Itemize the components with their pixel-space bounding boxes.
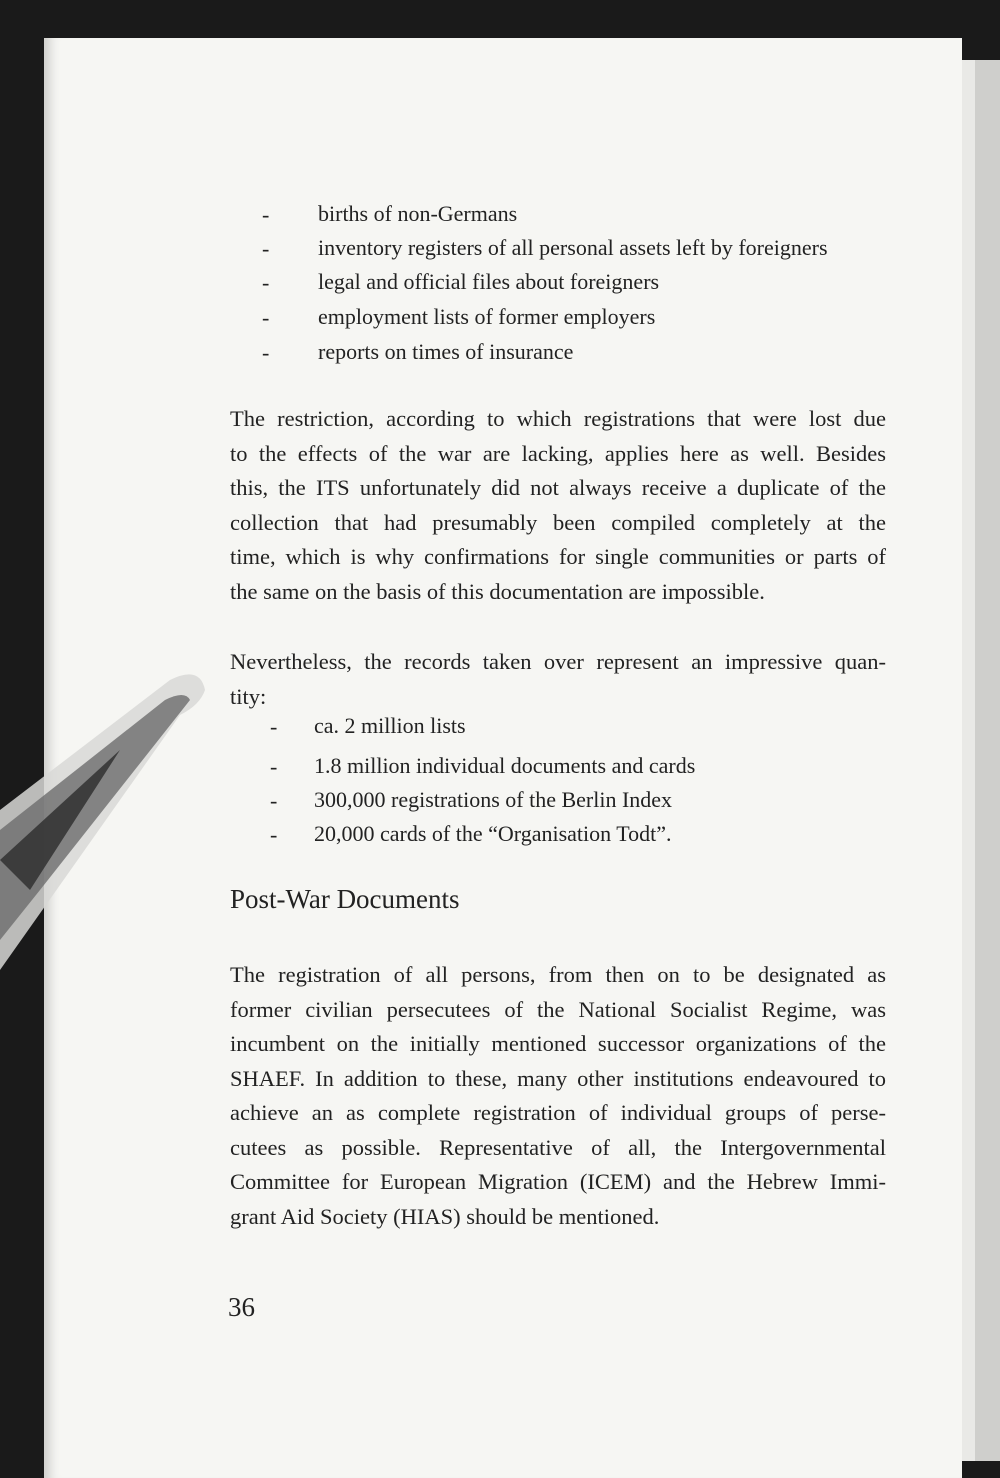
list-dash: - [270, 788, 278, 813]
tweezers-icon [0, 660, 230, 980]
list-item: inventory registers of all personal assets left by foreigners [318, 235, 828, 260]
list-item: legal and official files about foreigners [318, 269, 660, 294]
list-item: births of non-Germans [318, 201, 518, 226]
section-heading: Post-War Documents [230, 884, 460, 914]
list-dash: - [262, 305, 270, 330]
list-item: 300,000 registrations of the Berlin Index [314, 787, 673, 812]
paragraph-nevertheless: Nevertheless, the records taken over represent an impressive quan- tity: [230, 649, 886, 709]
list-dash: - [270, 754, 278, 779]
list-dash: - [262, 270, 270, 295]
list-dash: - [262, 202, 270, 227]
list-item: employment lists of former employers [318, 304, 656, 329]
list-dash: - [262, 340, 270, 365]
list-dash: - [262, 236, 270, 261]
list-item: reports on times of insurance [318, 339, 574, 364]
paragraph-registration: The registration of all persons, from then on to be designated as former civilian persecutees of the National Socialist Regime, was incumbent on the initially mentioned successor organizations of the SHAEF. In addition to these, many other institutions endeavoured to achieve an as complete registration of individual groups of perse- cutees as possible. Representative of all, the Intergovernmental Committee for European Migration (ICEM) and the Hebrew Immi- grant Aid Society (HIAS) should be mentioned. [230, 962, 886, 1229]
list-item: ca. 2 million lists [314, 713, 466, 738]
list-item: 1.8 million individual documents and cards [314, 753, 696, 778]
paragraph-restriction: The restriction, according to which registrations that were lost due to the effects of the war are lacking, applies here as well. Besides this, the ITS unfortunately did not always receive a duplicate of the collection that had presumably been compiled completely at the time, which is why confirmations for single communities or parts of the same on the basis of this documentation are impossible. [230, 406, 886, 604]
list-dash: - [270, 822, 278, 847]
list-dash: - [270, 714, 278, 739]
book-cover-edge [975, 60, 1000, 1461]
page-number: 36 [228, 1292, 255, 1322]
list-item: 20,000 cards of the “Organisation Todt”. [314, 821, 672, 846]
